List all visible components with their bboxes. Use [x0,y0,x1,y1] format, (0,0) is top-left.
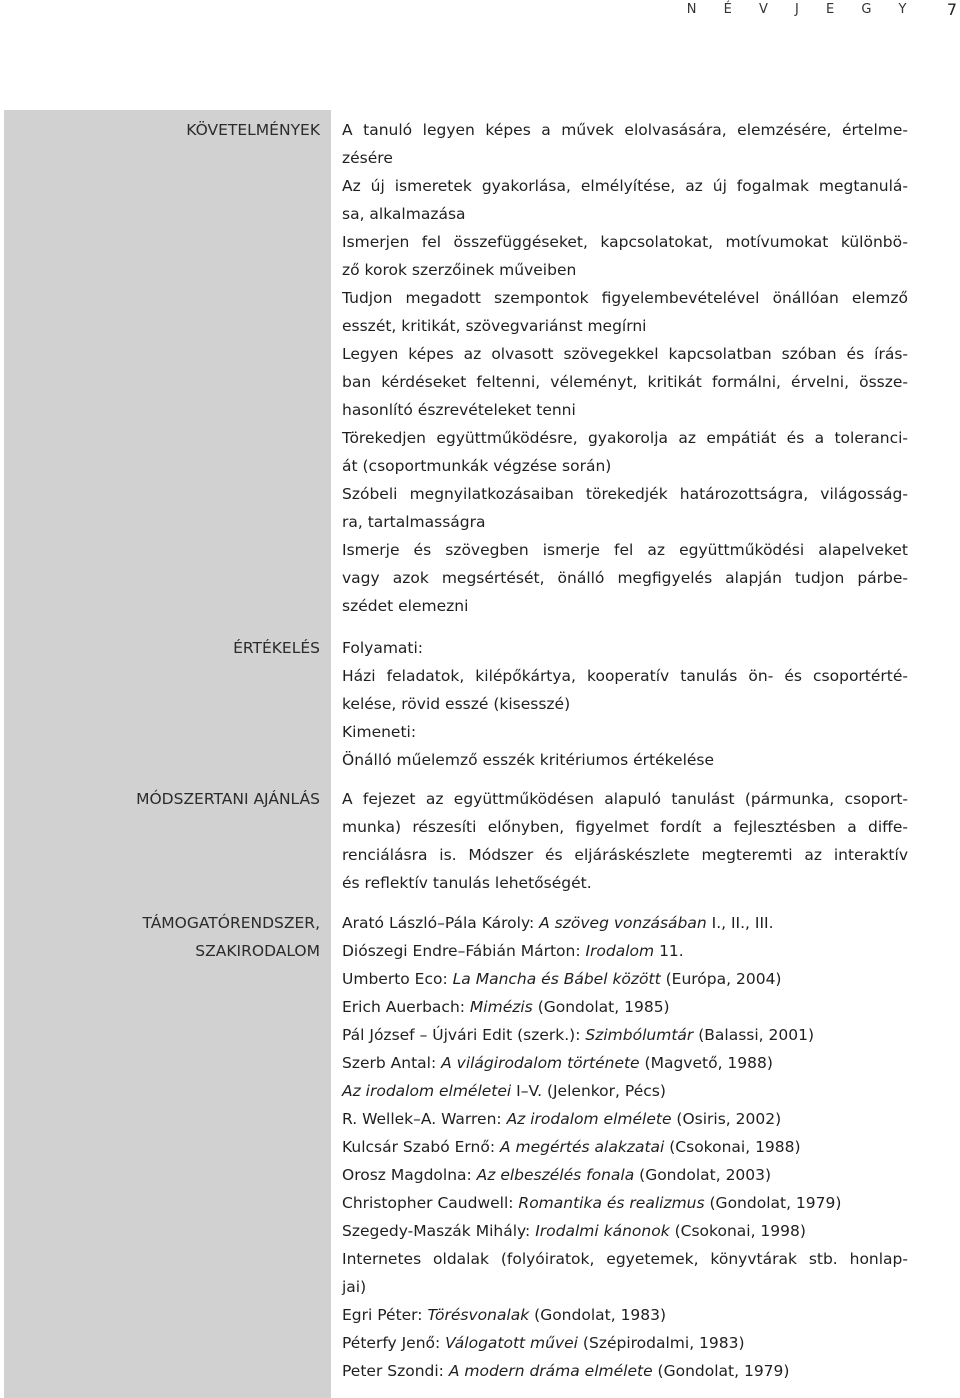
reference-item: Erich Auerbach: Mimézis (Gondolat, 1985) [342,998,670,1016]
text-line: Házi feladatok, kilépőkártya, kooperatív tanulás ön- és csoportérté- [342,667,908,685]
reference-item: Az irodalom elméletei I–V. (Jelenkor, Pécs) [342,1082,666,1100]
section-label-kovetelmenyek: KÖVETELMÉNYEK [186,121,320,139]
text-line: hasonlító észrevételeket tenni [342,401,576,419]
reference-item: Péterfy Jenő: Válogatott művei (Szépirodalmi, 1983) [342,1334,745,1352]
text-line: ző korok szerzőinek műveiben [342,261,577,279]
text-line: Ismerje és szövegben ismerje fel az együttműködési alapelveket [342,541,908,559]
text-line: A tanuló legyen képes a művek elolvasására, elemzésére, értelme- [342,121,908,139]
reference-item: Diószegi Endre–Fábián Márton: Irodalom 11. [342,942,684,960]
text-line: vagy azok megsértését, önálló megfigyelés alapján tudjon párbe- [342,569,908,587]
section-label-ertekeles: ÉRTÉKELÉS [233,639,320,657]
modszertani-text [342,785,908,897]
text-line: Ismerjen fel összefüggéseket, kapcsolatokat, motívumokat különbö- [342,233,908,251]
reference-item: Peter Szondi: A modern dráma elmélete (Gondolat, 1979) [342,1362,790,1380]
text-line: Legyen képes az olvasott szövegekkel kapcsolatban szóban és írás- [342,345,908,363]
text-line: szédet elemezni [342,597,469,615]
reference-item: Pál József – Újvári Edit (szerk.): Szimbólumtár (Balassi, 2001) [342,1026,814,1044]
text-line: esszét, kritikát, szövegvariánst megírni [342,317,647,335]
text-line: Folyamati: [342,639,424,657]
page-number: 7 [946,0,957,19]
references-list [342,909,908,1385]
text-line: Törekedjen együttműködésre, gyakorolja az empátiát és a toleranci- [342,429,908,447]
section-label-tamogato-1: TÁMOGATÓRENDSZER, [142,914,320,932]
text-line: renciálásra is. Módszer és eljáráskészlete megteremti az interaktív [342,846,908,864]
text-line: A fejezet az együttműködésen alapuló tanulást (pármunka, csoport- [342,790,908,808]
section-label-modszertani: MÓDSZERTANI AJÁNLÁS [136,790,320,808]
text-line: ra, tartalmasságra [342,513,486,531]
text-line: és reflektív tanulás lehetőségét. [342,874,592,892]
reference-item: Internetes oldalak (folyóiratok, egyetemek, könyvtárak stb. honlap- [342,1250,908,1268]
text-line: át (csoportmunkák végzése során) [342,457,612,475]
sidebar-panel [4,110,331,1398]
text-line: Kimeneti: [342,723,417,741]
reference-item: Kulcsár Szabó Ernő: A megértés alakzatai (Csokonai, 1988) [342,1138,801,1156]
reference-item: R. Wellek–A. Warren: Az irodalom elmélete (Osiris, 2002) [342,1110,782,1128]
text-line: munka) részesíti előnyben, figyelmet fordít a fejlesztésben a diffe- [342,818,908,836]
reference-item: Szerb Antal: A világirodalom története (Magvető, 1988) [342,1054,773,1072]
text-line: Önálló műelemző esszék kritériumos értékelése [342,751,715,769]
reference-item: jai) [342,1278,367,1296]
text-line: zésére [342,149,393,167]
text-line: Tudjon megadott szempontok figyelembevételével önállóan elemző [342,289,908,307]
text-line: Szóbeli megnyilatkozásaiban törekedjék határozottságra, világosság- [342,485,908,503]
running-title: N É V J E G Y [686,2,918,17]
text-line: Az új ismeretek gyakorlása, elmélyítése, az új fogalmak megtanulá- [342,177,908,195]
reference-item: Umberto Eco: La Mancha és Bábel között (Európa, 2004) [342,970,782,988]
reference-item: Christopher Caudwell: Romantika és realizmus (Gondolat, 1979) [342,1194,842,1212]
text-line: kelése, rövid esszé (kisesszé) [342,695,571,713]
ertekeles-text [342,634,908,774]
reference-item: Egri Péter: Törésvonalak (Gondolat, 1983) [342,1306,667,1324]
section-label-tamogato-2: SZAKIRODALOM [195,942,320,960]
page-header [0,2,960,22]
reference-item: Arató László–Pála Károly: A szöveg vonzásában I., II., III. [342,914,774,932]
text-line: sa, alkalmazása [342,205,466,223]
reference-item: Orosz Magdolna: Az elbeszélés fonala (Gondolat, 2003) [342,1166,772,1184]
text-line: ban kérdéseket feltenni, véleményt, kritikát formálni, érvelni, össze- [342,373,908,391]
kovetelmenyek-text [342,116,908,620]
reference-item: Szegedy-Maszák Mihály: Irodalmi kánonok (Csokonai, 1998) [342,1222,806,1240]
